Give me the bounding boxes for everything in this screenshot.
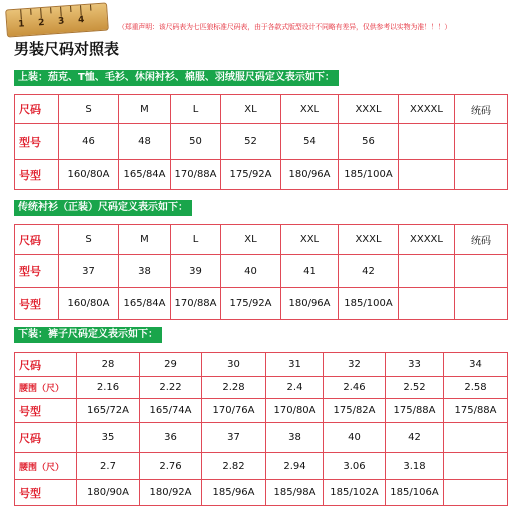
ruler-number: 2 [37, 17, 45, 29]
table-cell: 46 [59, 124, 119, 160]
table-row [15, 225, 508, 255]
table-cell: 39 [171, 255, 221, 288]
table-cell: XXXL [339, 95, 399, 124]
table-cell: 185/100A [339, 288, 399, 320]
table-cell: 175/82A [324, 399, 386, 423]
table-cell: M [119, 95, 171, 124]
table-cell: 28 [77, 353, 140, 377]
table-cell: 185/96A [202, 480, 266, 506]
table-cell [455, 160, 508, 190]
table-row [15, 124, 508, 160]
table-cell: S [59, 95, 119, 124]
table-row [15, 353, 508, 377]
size-table-dress-shirts [14, 224, 508, 320]
table-cell: 38 [266, 423, 324, 453]
size-table-tops [14, 94, 508, 190]
table-cell: 160/80A [59, 160, 119, 190]
table-row [15, 377, 508, 399]
table-cell [399, 255, 455, 288]
section-heading-tops: 上装：茄克、T恤、毛衫、休闲衬衫、棉服、羽绒服尺码定义表示如下： [14, 70, 339, 86]
table-cell: XXXXL [399, 95, 455, 124]
table-cell [399, 124, 455, 160]
table-cell: 185/106A [386, 480, 444, 506]
table-cell: 2.52 [386, 377, 444, 399]
table-cell: XL [221, 95, 281, 124]
table-cell: 2.58 [444, 377, 508, 399]
table-cell: 37 [59, 255, 119, 288]
table-cell: 56 [339, 124, 399, 160]
row-label: 腰围（尺） [15, 377, 77, 399]
row-label: 号型 [15, 160, 59, 190]
table-cell: 统码 [455, 225, 508, 255]
table-cell: XL [221, 225, 281, 255]
section-heading-dress-shirts: 传统衬衫（正装）尺码定义表示如下： [14, 200, 192, 216]
table-cell: 42 [386, 423, 444, 453]
table-cell: 175/88A [444, 399, 508, 423]
table-cell: 2.28 [202, 377, 266, 399]
table-cell: XXL [281, 225, 339, 255]
row-label: 尺码 [15, 353, 77, 377]
table-cell: 50 [171, 124, 221, 160]
table-cell: L [171, 95, 221, 124]
size-table-pants [14, 352, 508, 506]
table-cell [455, 288, 508, 320]
table-cell: 41 [281, 255, 339, 288]
ruler-number: 1 [17, 19, 25, 30]
table-cell: 2.76 [140, 453, 202, 480]
table-cell: 35 [77, 423, 140, 453]
table-cell: 170/88A [171, 288, 221, 320]
page-title: 男装尺码对照表 [14, 40, 120, 58]
table-cell: 2.4 [266, 377, 324, 399]
table-cell: 40 [324, 423, 386, 453]
table-cell: 3.18 [386, 453, 444, 480]
table-cell: 统码 [455, 95, 508, 124]
row-label: 号型 [15, 288, 59, 320]
table-cell: 34 [444, 353, 508, 377]
table-cell [444, 423, 508, 453]
section-heading-pants: 下装：裤子尺码定义表示如下： [14, 327, 162, 343]
table-cell: 48 [119, 124, 171, 160]
table-row [15, 95, 508, 124]
table-row [15, 160, 508, 190]
table-row [15, 399, 508, 423]
table-cell: 165/84A [119, 160, 171, 190]
row-label: 尺码 [15, 95, 59, 124]
row-label: 号型 [15, 399, 77, 423]
row-label: 型号 [15, 124, 59, 160]
table-cell: S [59, 225, 119, 255]
table-cell: 160/80A [59, 288, 119, 320]
table-cell: 185/100A [339, 160, 399, 190]
table-cell: 165/72A [77, 399, 140, 423]
table-cell [444, 453, 508, 480]
table-cell: 3.06 [324, 453, 386, 480]
table-cell: 40 [221, 255, 281, 288]
table-cell [444, 480, 508, 506]
ruler-number: 4 [77, 15, 85, 26]
table-cell: 180/96A [281, 160, 339, 190]
table-cell: 37 [202, 423, 266, 453]
table-cell: 175/88A [386, 399, 444, 423]
table-cell: 175/92A [221, 288, 281, 320]
row-label: 型号 [15, 255, 59, 288]
table-cell: 180/96A [281, 288, 339, 320]
table-cell: XXL [281, 95, 339, 124]
table-cell: 185/102A [324, 480, 386, 506]
table-row [15, 453, 508, 480]
table-cell: 29 [140, 353, 202, 377]
table-cell: 165/84A [119, 288, 171, 320]
table-cell: 54 [281, 124, 339, 160]
table-cell: 180/90A [77, 480, 140, 506]
row-label: 腰围（尺） [15, 453, 77, 480]
table-cell: 36 [140, 423, 202, 453]
table-cell: 2.22 [140, 377, 202, 399]
table-cell [455, 124, 508, 160]
ruler-number: 3 [57, 16, 65, 27]
table-cell: M [119, 225, 171, 255]
table-cell: 31 [266, 353, 324, 377]
table-cell [455, 255, 508, 288]
table-cell: 30 [202, 353, 266, 377]
table-row [15, 255, 508, 288]
row-label: 尺码 [15, 225, 59, 255]
table-cell: 165/74A [140, 399, 202, 423]
table-cell: 180/92A [140, 480, 202, 506]
table-cell [399, 160, 455, 190]
table-row [15, 423, 508, 453]
row-label: 号型 [15, 480, 77, 506]
table-cell: 42 [339, 255, 399, 288]
table-cell: 170/88A [171, 160, 221, 190]
row-label: 尺码 [15, 423, 77, 453]
table-cell: 2.82 [202, 453, 266, 480]
table-cell: 2.7 [77, 453, 140, 480]
table-cell: 170/80A [266, 399, 324, 423]
table-cell: 38 [119, 255, 171, 288]
table-cell: 170/76A [202, 399, 266, 423]
table-cell: 52 [221, 124, 281, 160]
table-cell: 185/98A [266, 480, 324, 506]
table-cell: 32 [324, 353, 386, 377]
table-row [15, 288, 508, 320]
table-cell: 2.94 [266, 453, 324, 480]
table-cell: 2.16 [77, 377, 140, 399]
table-cell [399, 288, 455, 320]
table-row [15, 480, 508, 506]
ruler-icon [5, 2, 109, 37]
table-cell: XXXXL [399, 225, 455, 255]
table-cell: XXXL [339, 225, 399, 255]
table-cell: L [171, 225, 221, 255]
disclaimer-notice: （郑重声明：该尺码表为七匹狼标准尺码表，由于各款式版型设计不同略有差异，仅供参考以实物为准！！！） [118, 23, 452, 31]
table-cell: 33 [386, 353, 444, 377]
table-cell: 2.46 [324, 377, 386, 399]
table-cell: 175/92A [221, 160, 281, 190]
